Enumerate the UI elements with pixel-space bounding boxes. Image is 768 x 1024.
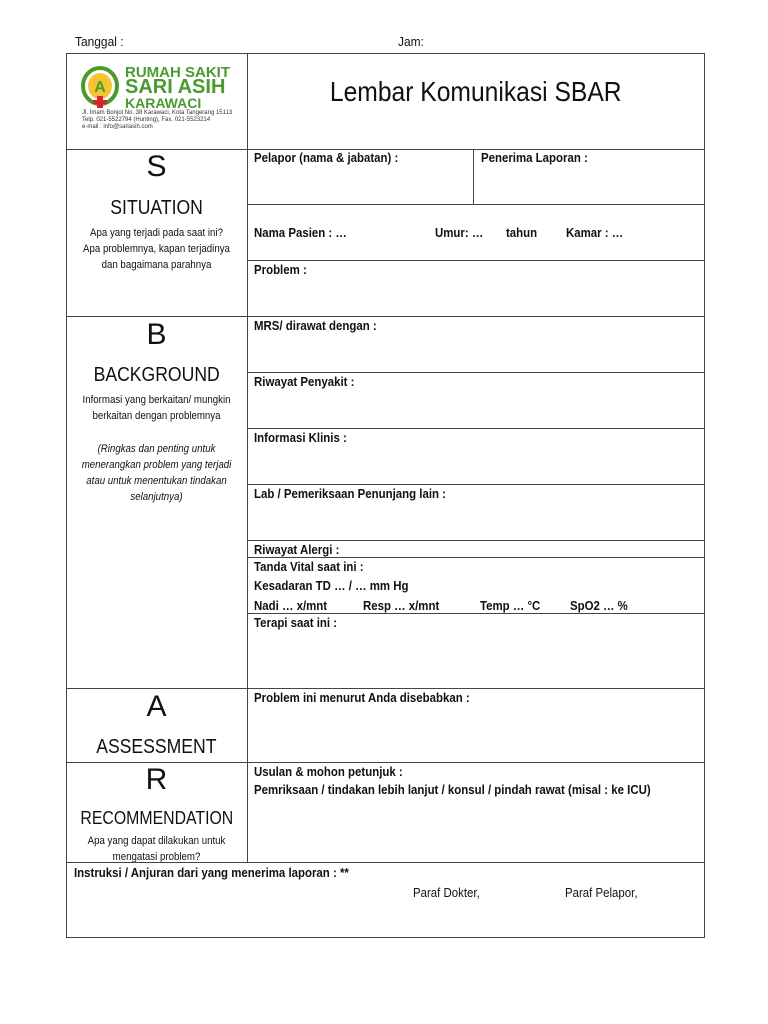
divider [248, 484, 705, 485]
logo-line2: SARI ASIH [125, 76, 226, 98]
resp-field[interactable]: Resp … x/mnt [363, 598, 440, 613]
column-divider [247, 53, 248, 862]
tanda-vital-label: Tanda Vital saat ini : [254, 559, 364, 574]
kesadaran-td-field[interactable]: Kesadaran TD … / … mm Hg [254, 578, 409, 593]
jam-label: Jam: [398, 34, 424, 49]
paraf-pelapor-label: Paraf Pelapor, [565, 885, 638, 900]
tanggal-label: Tanggal : [75, 34, 124, 49]
usulan-field[interactable]: Usulan & mohon petunjuk : [254, 764, 403, 779]
paraf-dokter-label: Paraf Dokter, [413, 885, 480, 900]
background-heading: BACKGROUND [93, 364, 220, 386]
pemeriksaan-lanjut-field[interactable]: Pemriksaan / tindakan lebih lanjut / konsul / pindah rawat (misal : ke ICU) [254, 782, 651, 797]
mrs-field[interactable]: MRS/ dirawat dengan : [254, 318, 377, 333]
divider [248, 372, 705, 373]
divider [66, 316, 705, 317]
nama-pasien-field[interactable]: Nama Pasien : … [254, 225, 347, 240]
situation-heading: SITUATION [110, 197, 203, 219]
problem-penyebab-field[interactable]: Problem ini menurut Anda disebabkan : [254, 690, 470, 705]
nadi-field[interactable]: Nadi … x/mnt [254, 598, 328, 613]
assessment-heading: ASSESSMENT [96, 736, 217, 758]
spo2-field[interactable]: SpO2 … % [570, 598, 628, 613]
logo-address: Jl. Imam Bonjol No. 38 Karawaci, Kota Tangerang 15113 [82, 110, 233, 116]
kamar-field[interactable]: Kamar : … [566, 225, 624, 240]
hospital-logo-icon [80, 66, 120, 110]
background-description: Informasi yang berkaitan/ mungkin berkaitan dengan problemnya [82, 394, 231, 422]
divider [248, 204, 705, 205]
background-letter: B [146, 318, 167, 351]
recommendation-description: Apa yang dapat dilakukan untuk mengatasi problem? [87, 835, 226, 863]
penerima-laporan-field[interactable]: Penerima Laporan : [481, 150, 588, 165]
divider [248, 613, 705, 614]
logo-line1: RUMAH SAKIT [125, 64, 230, 81]
tahun-label: tahun [506, 225, 538, 240]
terapi-field[interactable]: Terapi saat ini : [254, 615, 338, 630]
lab-field[interactable]: Lab / Pemeriksaan Penunjang lain : [254, 486, 447, 501]
instruksi-field[interactable]: Instruksi / Anjuran dari yang menerima laporan : ** [74, 865, 349, 880]
logo-telp: Telp. 021-5522794 (Hunting), Fax. 021-5523214 [82, 117, 211, 123]
background-note: (Ringkas dan penting untuk menerangkan problem yang terjadi atau untuk menentukan tindakan selanjutnya) [81, 443, 232, 503]
svg-text:A: A [94, 79, 106, 96]
problem-field[interactable]: Problem : [254, 262, 307, 277]
umur-field[interactable]: Umur: … [435, 225, 484, 240]
pelapor-field[interactable]: Pelapor (nama & jabatan) : [254, 150, 399, 165]
riwayat-penyakit-field[interactable]: Riwayat Penyakit : [254, 374, 355, 389]
recommendation-heading: RECOMMENDATION [80, 808, 233, 828]
logo-line3: KARAWACI [125, 95, 202, 111]
divider [248, 428, 705, 429]
form-title: Lembar Komunikasi SBAR [330, 76, 622, 107]
informasi-klinis-field[interactable]: Informasi Klinis : [254, 430, 347, 445]
divider [248, 557, 705, 558]
situation-description: Apa yang terjadi pada saat ini? Apa problemnya, kapan terjadinya dan bagaimana parahnya [83, 227, 230, 271]
column-divider [473, 149, 474, 204]
divider [248, 540, 705, 541]
situation-letter: S [146, 150, 167, 183]
riwayat-alergi-field[interactable]: Riwayat Alergi : [254, 542, 340, 557]
assessment-letter: A [146, 690, 167, 723]
divider [248, 260, 705, 261]
temp-field[interactable]: Temp … °C [480, 598, 541, 613]
divider [66, 688, 705, 689]
logo-email: e-mail : info@sariasih.com [82, 124, 153, 130]
recommendation-letter: R [145, 763, 168, 796]
